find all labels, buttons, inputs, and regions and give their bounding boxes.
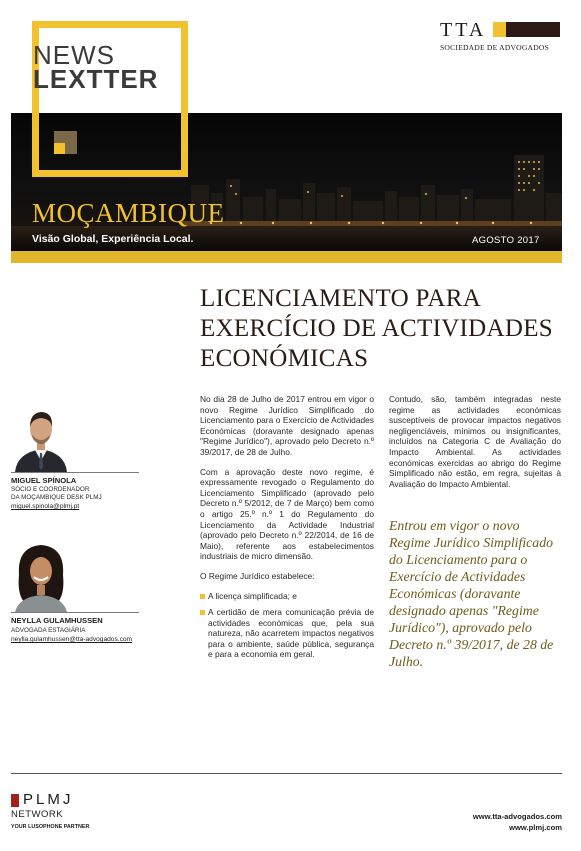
- bullet-item: A certidão de mera comunicação prévia de actividades económicas que, pela sua natureza, não acarretem impactos negativos para o ambiente, saúde pública, segurança e para a economia em geral.: [200, 607, 374, 660]
- article-column-1: [200, 394, 374, 666]
- gold-strip: [11, 251, 562, 263]
- issue-date: AGOSTO 2017: [472, 235, 540, 246]
- firm-subtitle: SOCIEDADE DE ADVOGADOS: [440, 43, 550, 52]
- person-role: SÓCIO E COORDENADOR: [11, 486, 90, 493]
- article-title-line: ECONÓMICAS: [200, 345, 369, 372]
- plmj-network-label: NETWORK: [11, 809, 64, 820]
- logo-square-gold: [54, 143, 65, 154]
- article-paragraph: Com a aprovação deste novo regime, é expressamente revogado o Regulamento do Licenciamento Simplificado (aprovado pelo Decreto n.º 5/2012, de 7 de Março) bem como o artigo 25.º n.º 1 do Regulamento do Licenciamento da Actividade Industrial (aprovado pelo Decreto n.º 22/2014, de 16 de Maio), referente aos estabelecimentos industriais de micro dimensão.: [200, 466, 374, 562]
- person-name: MIGUEL SPÍNOLA: [11, 476, 77, 485]
- bullet-item: A licença simplificada; e: [200, 591, 374, 602]
- article-title-line: LICENCIAMENTO PARA: [200, 285, 482, 312]
- brand-title-line1: NEWS: [33, 40, 115, 70]
- avatar-miguel-spinola: [11, 397, 71, 472]
- person-role: ADVOGADA ESTAGIÁRIA: [11, 627, 86, 634]
- firm-logo-dark-bar: [506, 22, 560, 37]
- tta-website-link[interactable]: www.tta-advogados.com: [472, 812, 562, 821]
- plmj-tagline: YOUR LUSOPHONE PARTNER: [11, 824, 90, 830]
- person-email-link[interactable]: neylla.gulamhussen@tta-advogados.com: [11, 636, 133, 643]
- firm-logo-name: TTA: [440, 19, 487, 41]
- country-title: MOÇAMBIQUE: [32, 198, 225, 228]
- person-name: NEYLLA GULAMHUSSEN: [11, 616, 103, 625]
- person-email-link[interactable]: miguel.spinola@plmj.pt: [11, 503, 80, 510]
- article-title: [200, 284, 560, 374]
- person-role: DA MOÇAMBIQUE DESK PLMJ: [11, 494, 102, 501]
- divider: [11, 472, 139, 473]
- article-paragraph: Contudo, são, também integradas neste regime as actividades económicas susceptíveis de provocar impactos negativos negligenciáveis, mínimos ou insignificantes, incluídos na Categoria C de Avaliação do Impacto Ambiental. As actividades económicas exercidas ao abrigo do Regime Simplificado não estão, em regra, sujeitas à Avaliação do Impacto Ambiental.: [389, 394, 561, 489]
- pull-quote: Entrou em vigor o novo Regime Jurídico Simplificado do Licenciamento para o Exercício de Actividades Económicas (doravante designado apenas "Regime Jurídico"), aprovado pelo Decreto n.º 39/2017, de 28 de Julho.: [389, 518, 554, 669]
- plmj-logo-mark: [11, 794, 19, 807]
- plmj-website-link[interactable]: www.plmj.com: [509, 823, 562, 832]
- footer-divider: [11, 773, 562, 774]
- avatar-neylla-gulamhussen: [11, 537, 71, 612]
- article-title-line: EXERCÍCIO DE ACTIVIDADES: [200, 315, 554, 342]
- brand-title-line2: LEXTTER: [33, 64, 159, 94]
- article-column-2: [389, 394, 561, 498]
- tagline: Visão Global, Experiência Local.: [32, 233, 194, 245]
- article-paragraph: O Regime Jurídico estabelece:: [200, 570, 315, 581]
- article-paragraph: No dia 28 de Julho de 2017 entrou em vigor o novo Regime Jurídico Simplificado do Licenciamento para o Exercício de Actividades Económicas (doravante designado apenas "Regime Jurídico"), aprovado pelo Decreto n.º 39/2017, de 28 de Julho.: [200, 394, 374, 457]
- plmj-logo-name: PLMJ: [23, 791, 74, 808]
- divider: [11, 612, 139, 613]
- firm-logo-gold-bar: [493, 22, 506, 37]
